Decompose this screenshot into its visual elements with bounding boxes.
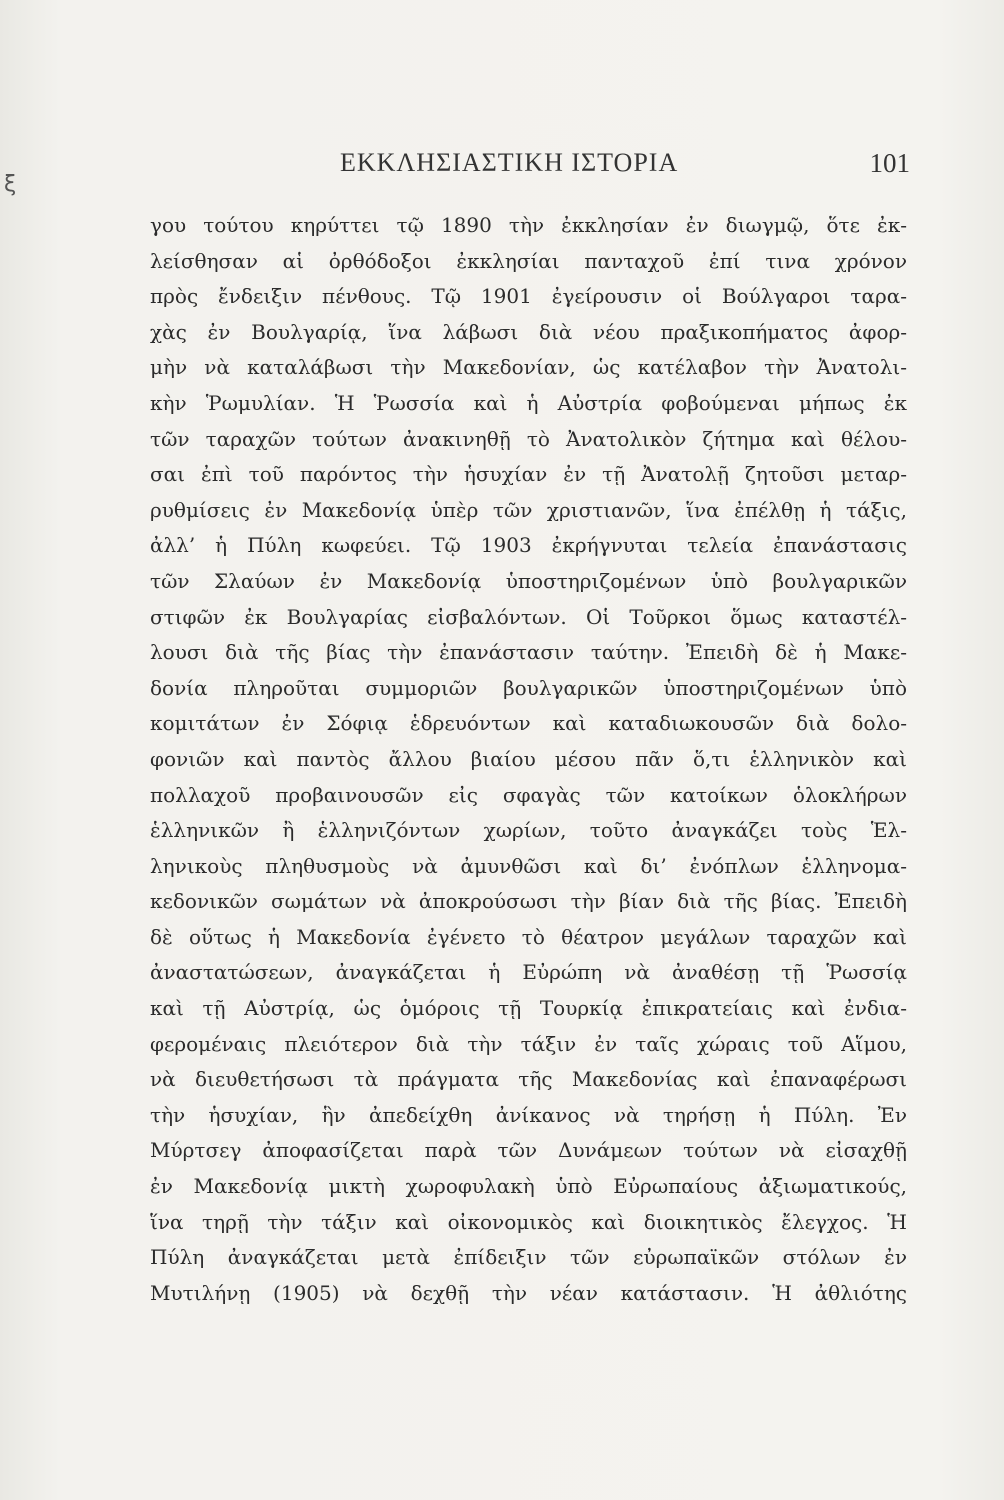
text-line: λείσθησαν αἱ ὀρθόδοξοι ἐκκλησίαι πανταχοῦ ἐπί τινα χρόνον [150, 248, 907, 273]
text-line: κομιτάτων ἐν Σόφιᾳ ἑδρευόντων καὶ καταδιωκουσῶν διὰ δολο- [150, 711, 907, 736]
text-line: μὴν νὰ καταλάβωσι τὴν Μακεδονίαν, ὡς κατέλαβον τὴν Ἀνατολι- [150, 355, 907, 380]
running-head: ΕΚΚΛΗΣΙΑΣΤΙΚΗ ΙΣΤΟΡΙΑ [340, 148, 679, 177]
text-line: δονία πληροῦται συμμοριῶν βουλγαρικῶν ὑποστηριζομένων ὑπὸ [150, 675, 907, 700]
text-line: ληνικοὺς πληθυσμοὺς νὰ ἀμυνθῶσι καὶ δι’ ἐνόπλων ἑλληνομα- [150, 853, 907, 878]
text-line: πρὸς ἔνδειξιν πένθους. Τῷ 1901 ἐγείρουσιν οἱ Βούλγαροι ταρα- [150, 284, 907, 309]
text-line: δὲ οὕτως ἡ Μακεδονία ἐγένετο τὸ θέατρον μεγάλων ταραχῶν καὶ [150, 924, 907, 949]
page-header [150, 148, 910, 188]
text-line: κεδονικῶν σωμάτων νὰ ἀποκρούσωσι τὴν βίαν διὰ τῆς βίας. Ἐπειδὴ [150, 889, 907, 914]
text-line: τῶν Σλαύων ἐν Μακεδονίᾳ ὑποστηριζομένων ὑπὸ βουλγαρικῶν [150, 568, 907, 593]
text-line: στιφῶν ἐκ Βουλγαρίας εἰσβαλόντων. Οἱ Τοῦρκοι ὅμως καταστέλ- [150, 604, 907, 629]
body-text [150, 208, 907, 1311]
text-line: Μυτιλήνῃ (1905) νὰ δεχθῇ τὴν νέαν κατάστασιν. Ἡ ἀθλιότης [150, 1280, 907, 1305]
text-line: Πύλη ἀναγκάζεται μετὰ ἐπίδειξιν τῶν εὐρωπαϊκῶν στόλων ἐν [150, 1245, 907, 1270]
text-line: ἵνα τηρῇ τὴν τάξιν καὶ οἰκονομικὸς καὶ διοικητικὸς ἔλεγχος. Ἡ [150, 1209, 907, 1234]
text-line: ἀναστατώσεων, ἀναγκάζεται ἡ Εὐρώπη νὰ ἀναθέσῃ τῇ Ῥωσσίᾳ [150, 960, 907, 985]
text-line: καὶ τῇ Αὐστρίᾳ, ὡς ὁμόροις τῇ Τουρκίᾳ ἐπικρατείαις καὶ ἐνδια- [150, 996, 907, 1021]
text-line: πολλαχοῦ προβαινουσῶν εἰς σφαγὰς τῶν κατοίκων ὁλοκλήρων [150, 782, 907, 807]
page-number: 101 [869, 148, 910, 178]
text-line: κὴν Ῥωμυλίαν. Ἡ Ῥωσσία καὶ ἡ Αὐστρία φοβούμεναι μήπως ἐκ [150, 390, 907, 415]
text-line: σαι ἐπὶ τοῦ παρόντος τὴν ἡσυχίαν ἐν τῇ Ἀνατολῇ ζητοῦσι μεταρ- [150, 462, 907, 487]
text-line: ἑλληνικῶν ἢ ἑλληνιζόντων χωρίων, τοῦτο ἀναγκάζει τοὺς Ἑλ- [150, 818, 907, 843]
text-line: γου τούτου κηρύττει τῷ 1890 τὴν ἐκκλησίαν ἐν διωγμῷ, ὅτε ἐκ- [150, 213, 907, 237]
text-line: φονιῶν καὶ παντὸς ἄλλου βιαίου μέσου πᾶν ὅ,τι ἑλληνικὸν καὶ [150, 746, 907, 771]
text-line: τὴν ἡσυχίαν, ἣν ἀπεδείχθη ἀνίκανος νὰ τηρήσῃ ἡ Πύλη. Ἐν [150, 1102, 907, 1127]
text-line: χὰς ἐν Βουλγαρίᾳ, ἵνα λάβωσι διὰ νέου πραξικοπήματος ἀφορ- [150, 319, 907, 344]
text-line: ἀλλ’ ἡ Πύλη κωφεύει. Τῷ 1903 ἐκρήγνυται τελεία ἐπανάστασις [150, 533, 907, 558]
text-line: Μύρτσεγ ἀποφασίζεται παρὰ τῶν Δυνάμεων τούτων νὰ εἰσαχθῇ [150, 1138, 907, 1163]
text-line: ρυθμίσεις ἐν Μακεδονίᾳ ὑπὲρ τῶν χριστιανῶν, ἵνα ἐπέλθῃ ἡ τάξις, [150, 497, 907, 522]
text-line: λουσι διὰ τῆς βίας τὴν ἐπανάστασιν ταύτην. Ἐπειδὴ δὲ ἡ Μακε- [150, 640, 907, 665]
text-line: τῶν ταραχῶν τούτων ἀνακινηθῇ τὸ Ἀνατολικὸν ζήτημα καὶ θέλου- [150, 426, 907, 451]
text-line: νὰ διευθετήσωσι τὰ πράγματα τῆς Μακεδονίας καὶ ἐπαναφέρωσι [150, 1067, 907, 1092]
text-line: ἐν Μακεδονίᾳ μικτὴ χωροφυλακὴ ὑπὸ Εὐρωπαίους ἀξιωματικούς, [150, 1174, 907, 1199]
text-line: φερομέναις πλειότερον διὰ τὴν τάξιν ἐν ταῖς χώραις τοῦ Αἵμου, [150, 1031, 907, 1056]
margin-mark: ξ [4, 172, 17, 197]
